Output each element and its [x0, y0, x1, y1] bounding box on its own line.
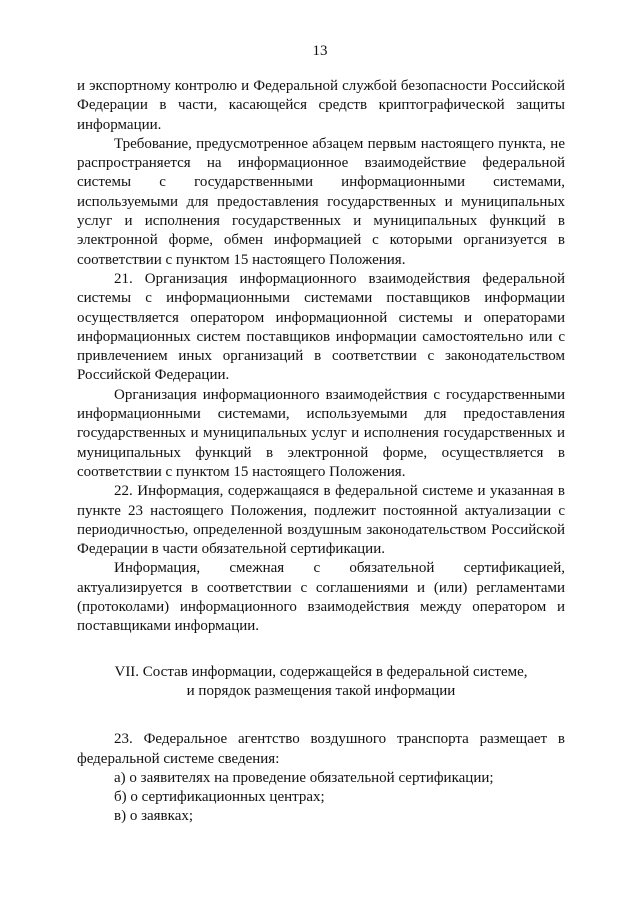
- paragraph-item-22: 22. Информация, содержащаяся в федеральной системе и указанная в пункте 23 настоящего Положения, подлежит постоянной актуализации с периодичностью, определенной воздушным законодательством Российской Федерации в части обязательной сертификации.: [77, 483, 565, 558]
- list-item-a: а) о заявителях на проведение обязательной сертификации;: [114, 769, 494, 786]
- document-body: [77, 77, 565, 827]
- paragraph-item-21: 21. Организация информационного взаимодействия федеральной системы с информационными системами поставщиков информации осуществляется оператором информационной системы и операторами информационных систем поставщиков информации самостоятельно или с привлечением иных организаций в соответствии с законодательством Российской Федерации.: [77, 270, 565, 384]
- section-heading-line-2: и порядок размещения такой информации: [186, 682, 456, 699]
- section-heading: [77, 663, 565, 702]
- paragraph-continuation: и экспортному контролю и Федеральной службой безопасности Российской Федерации в части, касающейся средств криптографической защиты информации.: [77, 78, 565, 133]
- paragraph-item-23: 23. Федеральное агентство воздушного транспорта размещает в федеральной системе сведения:: [77, 731, 565, 767]
- paragraph-interaction: Организация информационного взаимодействия с государственными информационными системами, используемыми для предоставления государственных и муниципальных услуг и исполнения государственных и муниципальных функций в электронной форме, осуществляется в соответствии с пунктом 15 настоящего Положения.: [77, 386, 565, 480]
- paragraph-requirement: Требование, предусмотренное абзацем первым настоящего пункта, не распространяется на информационное взаимодействие федеральной системы с государственными информационными системами, используемыми для предоставления государственных и муниципальных услуг и исполнения государственных и муниципальных функций в электронной форме, обмен информацией с которыми организуется в соответствии с пунктом 15 настоящего Положения.: [77, 135, 565, 268]
- list-item-c: в) о заявках;: [114, 808, 194, 825]
- section-heading-line-1: VII. Состав информации, содержащейся в федеральной системе,: [114, 663, 528, 680]
- paragraph-related-info: Информация, смежная с обязательной сертификацией, актуализируется в соответствии с соглашениями и (или) регламентами (протоколами) информационного взаимодействия между оператором и поставщиками информации.: [77, 560, 565, 635]
- page-number: 13: [312, 43, 328, 59]
- list-item-b: б) о сертификационных центрах;: [114, 789, 325, 806]
